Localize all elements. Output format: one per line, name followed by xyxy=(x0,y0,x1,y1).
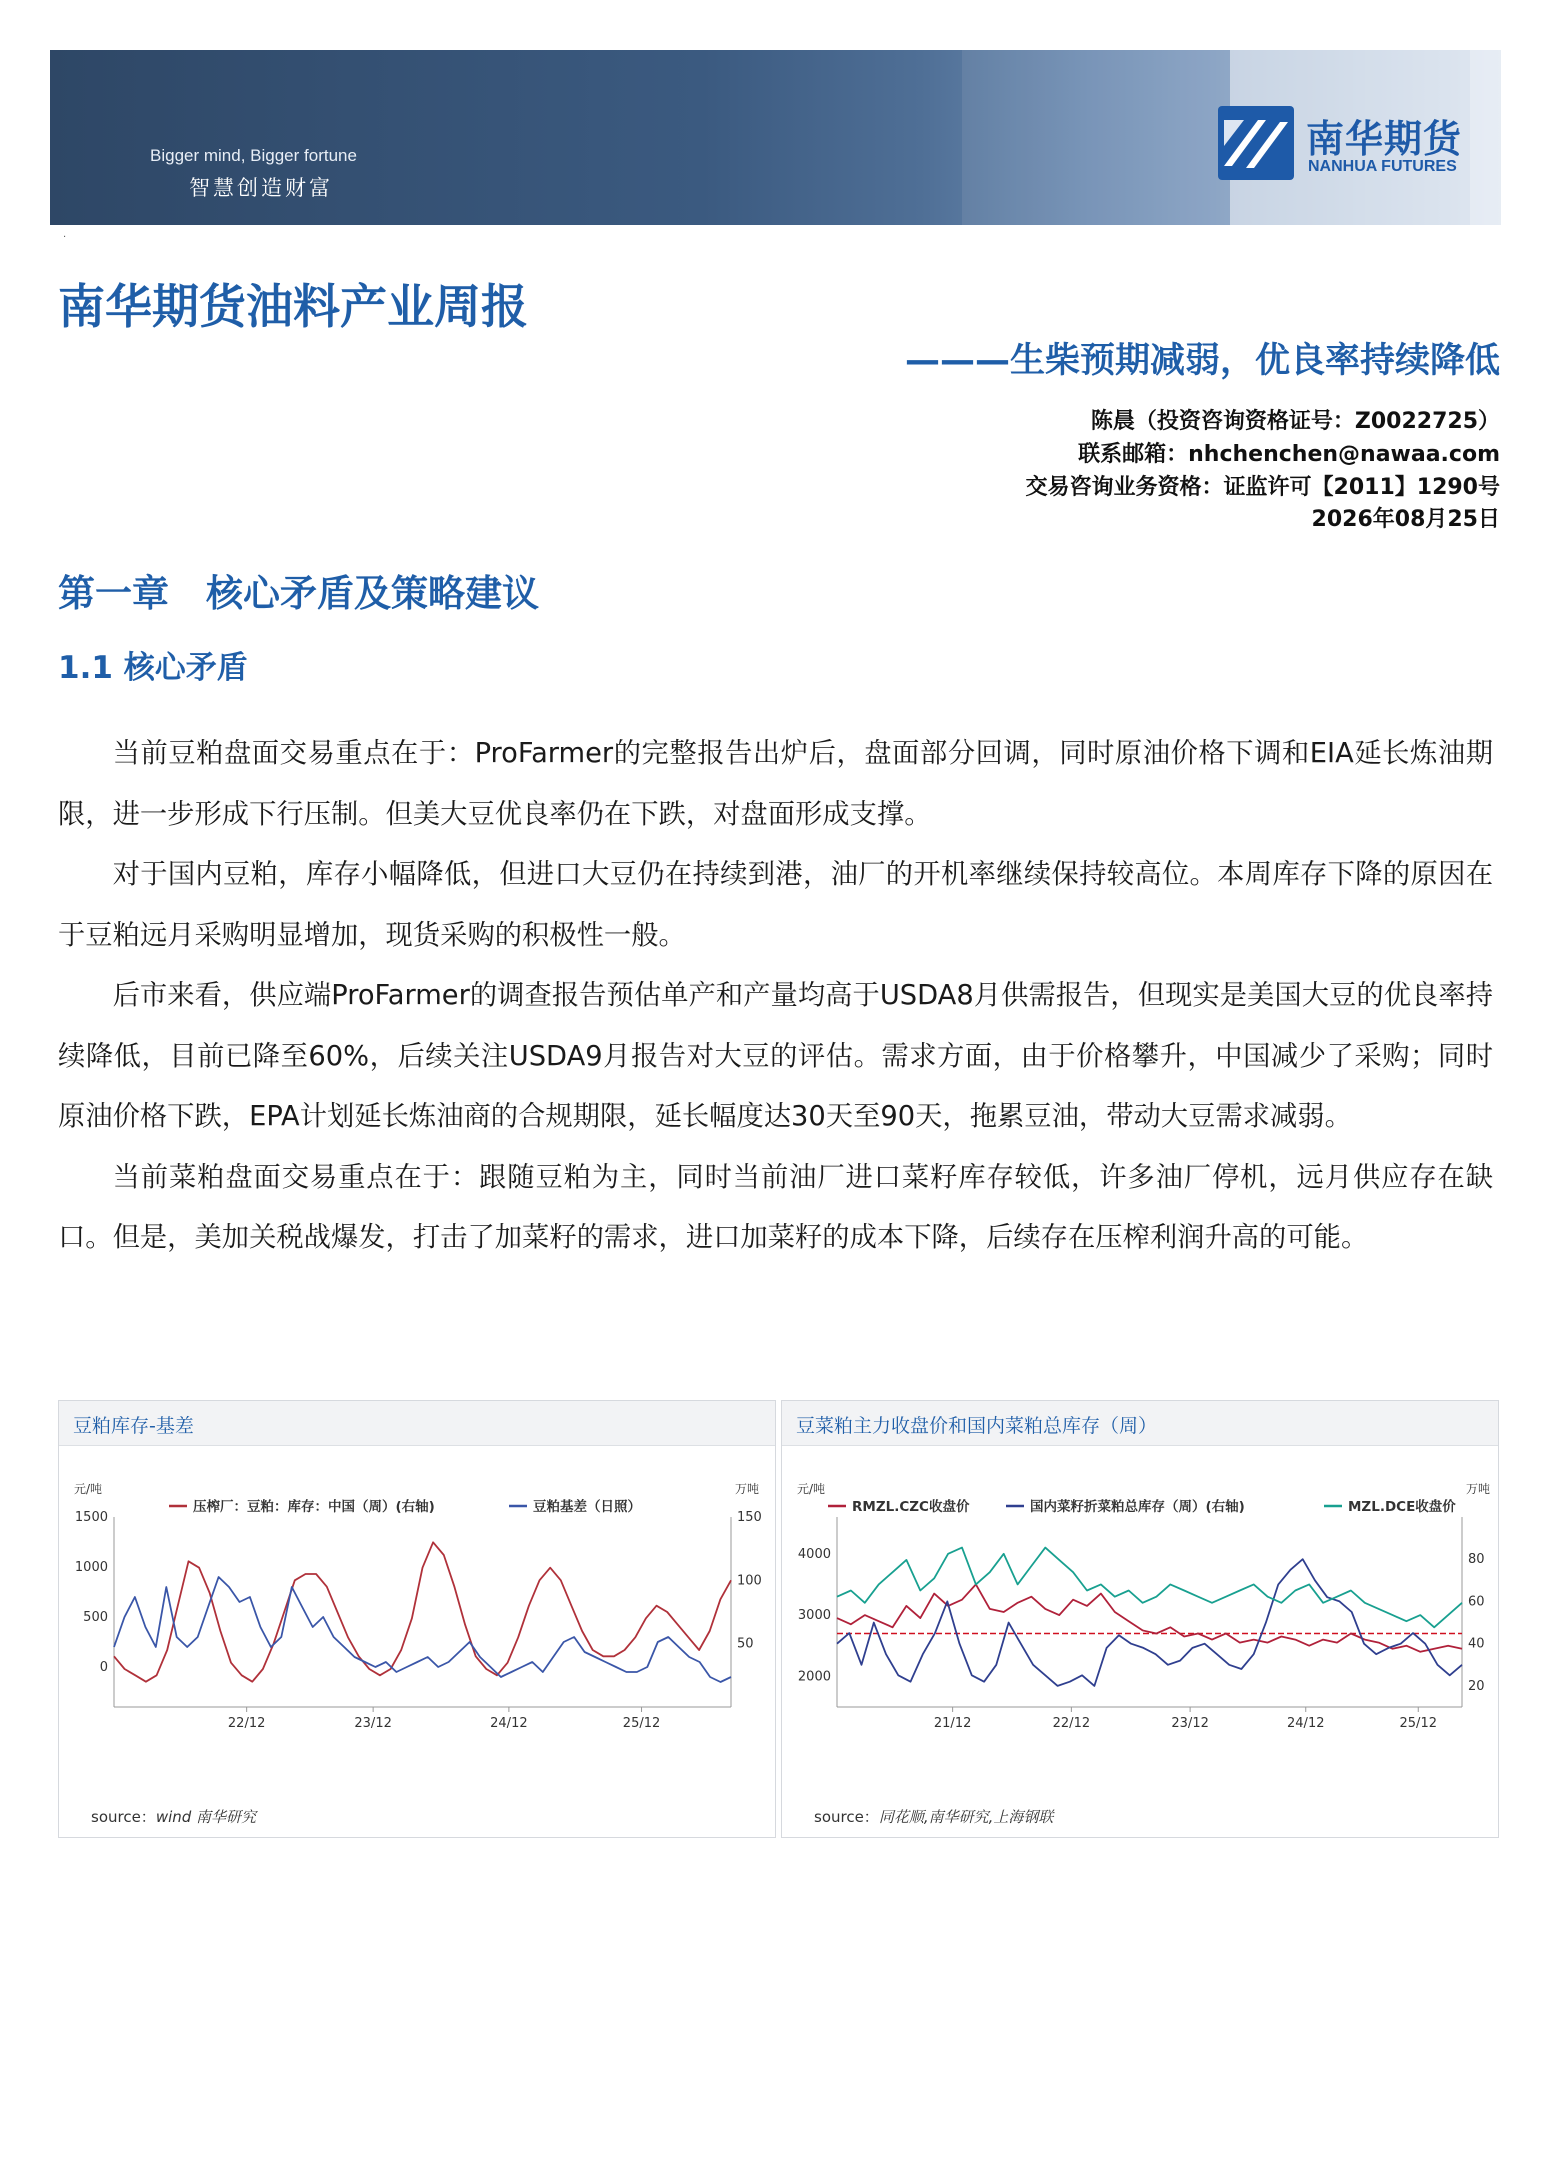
header-banner xyxy=(50,50,1501,225)
right-tick-label: 20 xyxy=(1468,1678,1485,1694)
legend-label: MZL.DCE收盘价 xyxy=(1348,1499,1456,1515)
slogan-chinese: 智慧创造财富 xyxy=(189,176,333,200)
x-tick-label: 24/12 xyxy=(1287,1716,1325,1731)
logo-text-english: NANHUA FUTURES xyxy=(1308,158,1457,175)
right-tick-label: 150 xyxy=(737,1510,762,1525)
x-tick-label: 22/12 xyxy=(227,1716,266,1731)
left-tick-label: 2000 xyxy=(797,1669,831,1685)
left-tick-label: 0 xyxy=(99,1660,108,1675)
banner-band xyxy=(962,50,1230,225)
left-tick-label: 1500 xyxy=(74,1510,108,1525)
nanhua-logo-icon xyxy=(1218,106,1294,180)
series-line xyxy=(837,1559,1462,1686)
right-axis-unit: 万吨 xyxy=(735,1482,760,1496)
series-line xyxy=(837,1548,1462,1628)
right-tick-label: 80 xyxy=(1468,1552,1485,1568)
x-tick-label: 22/12 xyxy=(1052,1716,1091,1731)
author-line: 陈晨（投资咨询资格证号：Z0022725） xyxy=(1090,409,1500,434)
chart-panel-rapeseed xyxy=(781,1400,1499,1838)
left-axis-unit: 元/吨 xyxy=(74,1482,103,1496)
paragraph: 后市来看，供应端ProFarmer的调查报告预估单产和产量均高于USDA8月供需报告，但现实是美国大豆的优良率持续降低，目前已降至60%，后续关注USDA9月报告对大豆的评估。需求方面，由于价格攀升，中国减少了采购；同时原油价格下跌，EPA计划延长炼油商的合规期限，延长幅度达30天至90天，拖累豆油，带动大豆需求减弱。 xyxy=(58,980,1493,1132)
chart-title: 豆粕库存-基差 xyxy=(73,1415,194,1437)
left-tick-label: 1000 xyxy=(74,1560,108,1575)
right-tick-label: 40 xyxy=(1468,1636,1485,1652)
chart-header xyxy=(59,1401,775,1446)
left-tick-label: 3000 xyxy=(797,1608,831,1624)
x-tick-label: 24/12 xyxy=(490,1716,528,1731)
chart-soymeal-stock-basis xyxy=(59,1445,775,1795)
marker-dot: · xyxy=(63,232,67,243)
legend-label: 豆粕基差（日照） xyxy=(533,1499,641,1515)
paragraph: 当前豆粕盘面交易重点在于：ProFarmer的完整报告出炉后，盘面部分回调，同时原油价格下调和EIA延长炼油期限，进一步形成下行压制。但美大豆优良率仍在下跌，对盘面形成支撑。 xyxy=(58,738,1493,830)
series-line xyxy=(114,1577,731,1682)
legend-label: 压榨厂：豆粕：库存：中国（周）(右轴) xyxy=(193,1499,435,1515)
right-tick-label: 60 xyxy=(1468,1594,1485,1610)
legend-label: RMZL.CZC收盘价 xyxy=(852,1499,970,1515)
slogan-english: Bigger mind, Bigger fortune xyxy=(150,146,357,165)
left-tick-label: 500 xyxy=(83,1610,108,1625)
logo-text-chinese: 南华期货 xyxy=(1306,117,1463,161)
report-date: 2026年08月25日 xyxy=(1311,507,1500,532)
report-title: 南华期货油料产业周报 xyxy=(58,280,528,335)
report-subtitle: ———生柴预期减弱，优良率持续降低 xyxy=(904,341,1500,381)
section-heading: 1.1 核心矛盾 xyxy=(58,650,248,686)
x-tick-label: 21/12 xyxy=(933,1716,972,1731)
right-tick-label: 50 xyxy=(737,1636,754,1652)
paragraph: 对于国内豆粕，库存小幅降低，但进口大豆仍在持续到港，油厂的开机率继续保持较高位。本周库存下降的原因在于豆粕远月采购明显增加，现货采购的积极性一般。 xyxy=(58,859,1493,951)
x-tick-label: 23/12 xyxy=(354,1716,392,1731)
left-axis-unit: 元/吨 xyxy=(797,1482,826,1496)
right-tick-label: 100 xyxy=(737,1573,762,1589)
x-tick-label: 25/12 xyxy=(622,1716,661,1731)
chapter-heading: 第一章 核心矛盾及策略建议 xyxy=(58,572,539,615)
body-text xyxy=(58,724,1493,1269)
x-tick-label: 23/12 xyxy=(1171,1716,1209,1731)
right-axis-unit: 万吨 xyxy=(1466,1482,1491,1496)
legend-label: 国内菜籽折菜粕总库存（周）(右轴) xyxy=(1030,1499,1245,1515)
banner-band xyxy=(1470,50,1501,225)
chart-panel-soymeal xyxy=(58,1400,776,1838)
x-tick-label: 25/12 xyxy=(1399,1716,1437,1731)
chart-header xyxy=(782,1401,1498,1446)
chart-source: source：wind 南华研究 xyxy=(91,1808,257,1826)
license-line: 交易咨询业务资格：证监许可【2011】1290号 xyxy=(1025,475,1500,500)
left-tick-label: 4000 xyxy=(797,1546,831,1562)
email-line: 联系邮箱：nhchenchen@nawaa.com xyxy=(1078,442,1500,467)
chart-title: 豆菜粕主力收盘价和国内菜粕总库存（周） xyxy=(796,1415,1158,1437)
chart-source: source：同花顺,南华研究,上海钢联 xyxy=(814,1808,1054,1826)
paragraph: 当前菜粕盘面交易重点在于：跟随豆粕为主，同时当前油厂进口菜籽库存较低，许多油厂停机，远月供应存在缺口。但是，美加关税战爆发，打击了加菜籽的需求，进口加菜籽的成本下降，后续存在压榨利润升高的可能。 xyxy=(58,1161,1493,1253)
chart-meal-price-stock xyxy=(782,1445,1498,1795)
